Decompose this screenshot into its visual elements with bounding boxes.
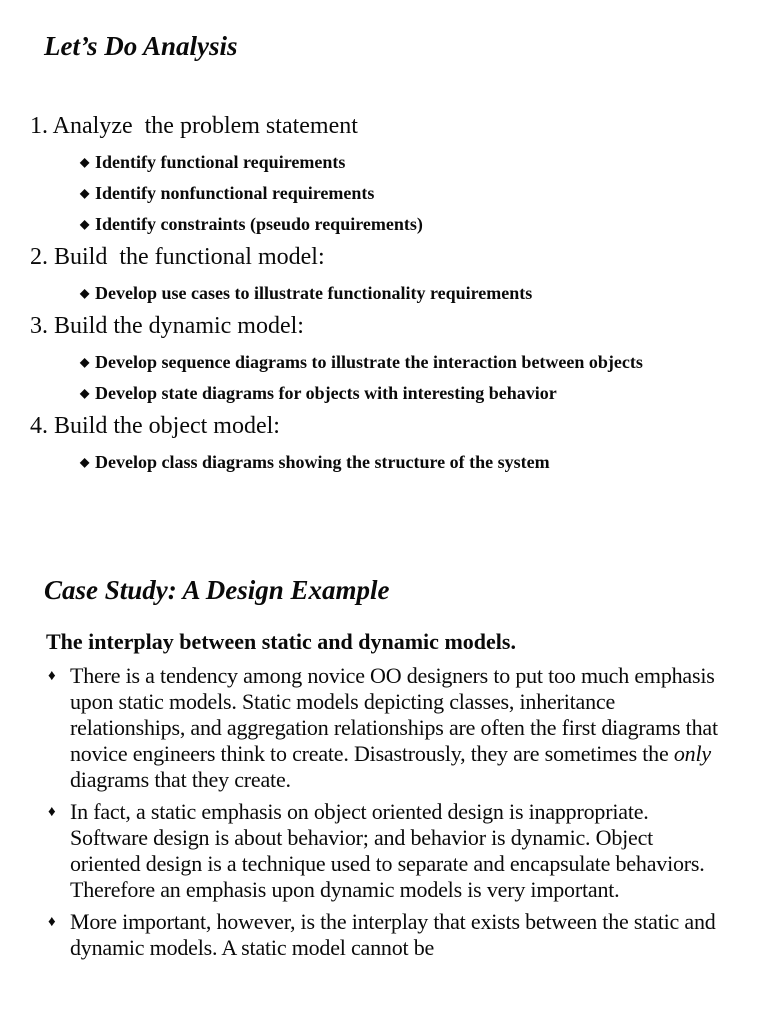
list-item	[80, 150, 744, 174]
paragraph-segment: In fact, a static emphasis on object oriented design is inappropriate. Software design is about behavior; and behavior is dynamic. Object oriented design is a technique used to separate and encapsulate behaviors. Therefore an emphasis upon dynamic models is very important.	[70, 799, 705, 902]
diamond-bullet-icon: ♦	[48, 668, 56, 684]
step-heading: 3. Build the dynamic model:	[30, 313, 304, 339]
diamond-bullet-icon: ◆	[80, 386, 90, 400]
list-item	[48, 663, 744, 793]
paragraph-segment: More important, however, is the interplay that exists between the static and dynamic models. A static model cannot be	[70, 909, 716, 960]
analysis-step-3	[30, 313, 744, 405]
list-item	[80, 281, 744, 305]
paragraph-segment: diagrams that they create.	[70, 767, 291, 792]
slide-subtitle: The interplay between static and dynamic models.	[46, 629, 516, 654]
slide-case-study-design-example	[30, 574, 744, 961]
paragraph-italic-word: only	[673, 741, 711, 766]
list-item-text: Develop use cases to illustrate functionality requirements	[95, 283, 533, 303]
list-item	[80, 212, 744, 236]
list-item	[48, 799, 744, 903]
list-item-text: Develop class diagrams showing the structure of the system	[95, 452, 550, 472]
diamond-bullet-icon: ♦	[48, 914, 56, 930]
list-item	[80, 450, 744, 474]
list-item-text: Develop state diagrams for objects with interesting behavior	[95, 383, 557, 403]
list-item	[48, 909, 744, 961]
diamond-bullet-icon: ◆	[80, 286, 90, 300]
list-item-text: Identify constraints (pseudo requirements)	[95, 214, 423, 234]
diamond-bullet-icon: ♦	[48, 804, 56, 820]
slide-title: Case Study: A Design Example	[44, 575, 390, 605]
slide-title: Let’s Do Analysis	[44, 31, 238, 61]
analysis-step-4	[30, 413, 744, 474]
list-item	[80, 381, 744, 405]
slide-lets-do-analysis	[30, 30, 744, 474]
list-item	[80, 350, 744, 374]
analysis-step-2	[30, 244, 744, 305]
paragraph-text	[70, 663, 722, 793]
analysis-step-1	[30, 113, 744, 236]
step-heading: 4. Build the object model:	[30, 413, 280, 439]
paragraph-segment: There is a tendency among novice OO designers to put too much emphasis upon static models. Static models depicting classes, inheritance relationships, and aggregation relationships are often the first diagrams that novice engineers think to create. Disastrously, they are sometimes the	[70, 663, 718, 766]
list-item-text: Develop sequence diagrams to illustrate the interaction between objects	[95, 352, 643, 372]
paragraph-text	[70, 799, 722, 903]
diamond-bullet-icon: ◆	[80, 455, 90, 469]
paragraph-text	[70, 909, 722, 961]
step-heading: 1. Analyze the problem statement	[30, 113, 358, 139]
diamond-bullet-icon: ◆	[80, 217, 90, 231]
diamond-bullet-icon: ◆	[80, 186, 90, 200]
step-heading: 2. Build the functional model:	[30, 244, 325, 270]
diamond-bullet-icon: ◆	[80, 355, 90, 369]
list-item	[80, 181, 744, 205]
list-item-text: Identify nonfunctional requirements	[95, 183, 375, 203]
diamond-bullet-icon: ◆	[80, 155, 90, 169]
list-item-text: Identify functional requirements	[95, 152, 346, 172]
